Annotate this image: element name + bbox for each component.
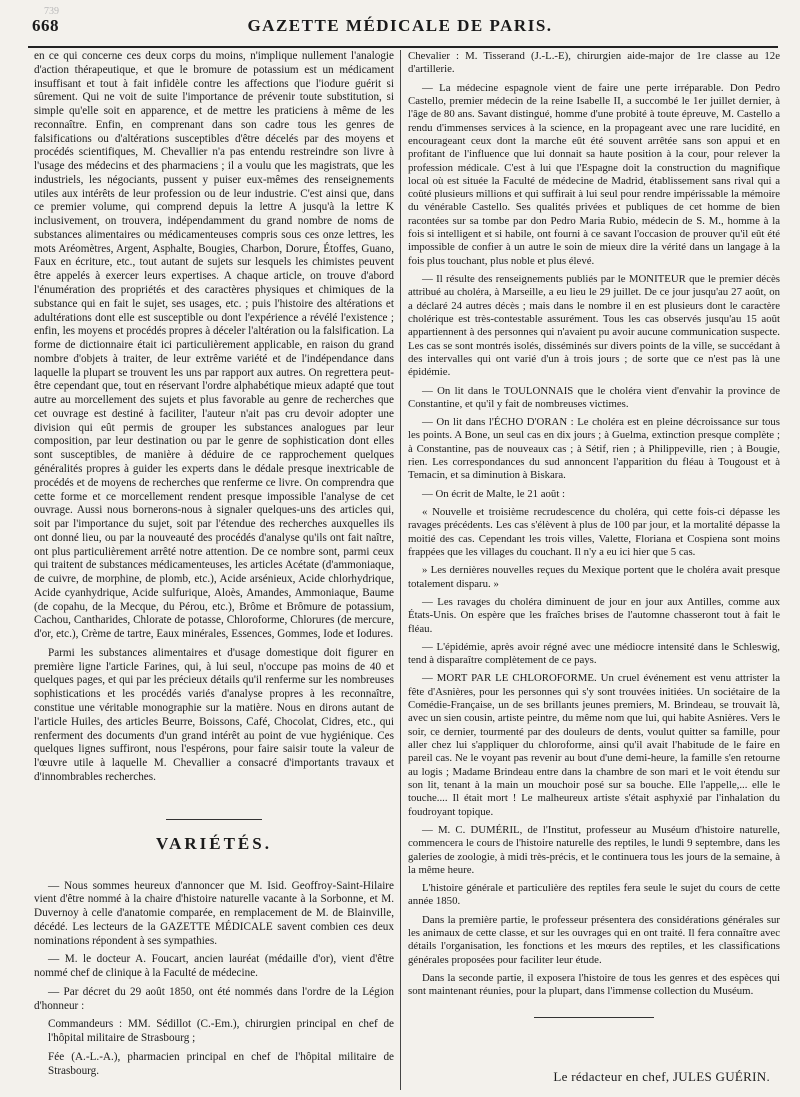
news-item: « Nouvelle et troisième recrudescence du choléra, qui cette fois-ci dépasse les ravages précédents. Les cas s'élèvent à plus de 100 par jour, et la mortalité dépasse la moitié des cas. Cependant les trois villes, Valette, Floriana et Cospiena sont moins frappées que les villages du couchant. Il n'y a eu ici hier que 5 cas.	[408, 506, 780, 558]
news-item: — Il résulte des renseignements publiés par le MONITEUR que le premier décès attribué au choléra, à Marseille, a eu lieu le 29 juillet. De ce jour jusqu'au 27 août, on a déclaré 24 autres décès ; mais dans le nombre il en est plusieurs dont le caractère cholérique est très-contestable assurément. Tous les cas observés jusqu'au 15 août appartiennent à des personnes qui n'avaient pu avoir aucune communication suspecte. Les cas se sont montrés isolés, disséminés sur divers points de la ville, se succédant à des intervalles qui ont varié d'un à trois jours ; de sorte que ce n'est pas là une épidémie.	[408, 273, 780, 379]
section-title-varietes: VARIÉTÉS.	[156, 833, 272, 853]
section-rule	[166, 819, 262, 820]
library-stamp: 739	[44, 6, 59, 17]
header-rule	[28, 46, 778, 48]
news-item: L'histoire générale et particulière des reptiles fera seule le sujet du cours de cette année 1850.	[408, 882, 780, 908]
page-header	[0, 12, 800, 42]
news-item: — On lit dans le TOULONNAIS que le choléra vient d'envahir la province de Constantine, et qu'il y fait de nombreuses victimes.	[408, 384, 780, 410]
news-item: Commandeurs : MM. Sédillot (C.-Em.), chirurgien principal en chef de l'hôpital militaire de Strasbourg ;	[48, 1018, 394, 1045]
left-column	[34, 50, 394, 1084]
news-item: — Nous sommes heureux d'annoncer que M. Isid. Geoffroy-Saint-Hilaire vient d'être nommé à la chaire d'histoire naturelle vacante à la Sorbonne, et M. Duvernoy à celle d'anatomie comparée, en remplacement de M. de Blainville, décédé. Les lecteurs de la GAZETTE MÉDICALE savent combien ces deux nominations répondent à ses sympathies.	[34, 879, 394, 947]
news-item: Dans la première partie, le professeur présentera des considérations générales sur les animaux de cette classe, et sur les ouvrages qui en ont traité. Il fera connaître avec détails l'organisation, les fonctions et les mœurs des reptiles, et les classifications générales proposées pour faciliter leur étude.	[408, 913, 780, 966]
page-number: 668	[32, 16, 59, 35]
news-item: » Les dernières nouvelles reçues du Mexique portent que le choléra avait presque totalement disparu. »	[408, 564, 780, 590]
news-item: — MORT PAR LE CHLOROFORME. Un cruel événement est venu attrister la fête d'Asnières, pour les personnes qui s'y sont trouvées initiées. Un sociétaire de la Comédie-Française, un de ses brillants jeunes premiers, M. Brindeau, se trouvait là, avec un sien cousin, artiste peintre, du même nom que lui, qui habite Asnières. Vers le soir, ce dernier, tourmenté par des douleurs de dents, voulut quitter sa famille, pour aller chez lui s'appliquer du chloroforme, ainsi qu'il avait l'habitude de le faire en pareil cas. Ne le voyant pas revenir au bout d'une demi-heure, la famille s'en retourne au logis ; Madame Brindeau entre dans la chambre de son mari et le voit étendu sur son lit, tenant à la main un mouchoir posé sur sa bouche. Elle l'appelle,... elle le touche.... Il était mort ! Le malheureux artiste s'était asphyxié par l'inhalation du foudroyant topique.	[408, 672, 780, 818]
news-item: — M. le docteur A. Foucart, ancien lauréat (médaille d'or), vient d'être nommé chef de clinique à la Faculté de médecine.	[34, 953, 394, 980]
right-column	[408, 50, 780, 1083]
news-item: — La médecine espagnole vient de faire une perte irréparable. Don Pedro Castello, premier médecin de la reine Isabelle II, a succombé le 1er juillet dernier, à l'âge de 80 ans. Savant distingué, homme d'une probité à toute épreuve, M. Castello a rendu d'immenses services à la science, en la propageant avec une rare lucidité, en encourageant ceux dont la marche eût été souvent arrêtée sans son appui et en profitant de l'influence que lui donnait sa haute position à la cour, pour relever la profession médicale. C'est à lui que l'Espagne doit la construction du magnifique local où est située la Faculté de médecine de Madrid, établissement sans rival qui a coûté plusieurs millions et qui suffirait à lui seul pour rendre impérissable la mémoire du vénérable Castello. Ses qualités privées et publiques de cet homme de bien racontées sur sa tombe par don Pedro Maria Rubio, médecin de S. M., homme à la fois si intelligent et si habile, ont fourni à ce savant l'occasion de prouver qu'il eût été impossible de confier à un autre le soin de mieux dire la vérité dans un langage à la fois plus touchant, plus noble et plus élevé.	[408, 81, 780, 267]
editor-signature: Le rédacteur en chef, JULES GUÉRIN.	[553, 1068, 770, 1084]
article-paragraph: en ce qui concerne ces deux corps du moins, n'implique nullement l'analogie d'action thérapeutique, et que le bromure de potassium est un médicament insuffisant et tout à fait infidèle contre les affections que l'iodure guérit si sûrement. Qui ne voit de suite l'importance de prévenir toute substitution, si simple qu'elle soit en apparence, et de mettre les praticiens à même de les reconnaître. Enfin, en comprenant dans son cadre tous les genres de falsifications ou d'altérations susceptibles d'être décelés par des moyens et procédés scientifiques, M. Chevallier n'a pas entendu restreindre son livre à l'usage des médecins et des pharmaciens ; il a voulu que les magistrats, que les industriels, les négociants, pussent y puiser eux-mêmes des renseignements utiles aux intérêts de leur profession ou de leur industrie. C'est ainsi que, dans ce premier volume, qui comprend depuis la lettre A jusqu'à la lettre K inclusivement, on trouvera, indépendamment du grand nombre de noms de substances alimentaires ou médicamenteuses compris sous ces onze lettres, les mots Aréomètres, Argent, Asphalte, Bougies, Charbon, Dorure, Étoffes, Guano, Faux en écriture, etc., tout autant de sujets sur lesquels les chimistes peuvent être appelés à exercer leurs expertises. A chaque article, on trouve d'abord l'énumération des propriétés et des caractères physiques et chimiques de la substance qui en fait le sujet, ses usages, etc. ; puis l'histoire des altérations et adultérations dont elle est susceptible ou dont l'expérience a révélé l'existence ; enfin, les moyens et procédés propres à déceler l'altération ou la falsification. La forme de dictionnaire était ici particulièrement applicable, en raison du grand nombre d'objets à traiter, de leur extrême variété et de l'indépendance dans laquelle la plupart se trouvent les uns par rapport aux autres. On regrettera peut-être cependant que, tout en réservant l'ordre alphabétique mieux adapté que tout autre au morcellement des sujets et plus favorable au genre de recherches que cet ouvrage est destiné à faciliter, l'auteur n'ait pas cru devoir adopter une division qui eût permis de grouper les substances analogues par leur composition, par leur destination ou par le genre de sophistication dont elles sont susceptibles, de manière à déduire de ce rapprochement quelques généralités propres à guider les experts dans le dédale presque inextricable de procédés et de moyens de recherches que renferme ce livre. On comprendra que cette forme et ce morcellement rendent presque impossible l'analyse de cet ouvrage. Aussi nous bornerons-nous à signaler quelques-uns des articles qui, soit par l'importance du sujet, soit par l'étendue des recherches auxquelles ils ont donné lieu, ou par la nouveauté des procédés d'analyse qu'ils ont fait naître, ont plus particulièrement arrêté notre attention. De ce nombre sont, parmi ceux qui traitent de substances médicamenteuses, les articles Acétate (d'ammoniaque, de cuivre, de morphine, de plomb, etc.), Acide arsénieux, Acide chlorhydrique, Acide cyanhydrique, Acide sulfurique, Aloès, Amandes, Ammoniaque, Baume (de copahu, de la Mecque, du Pérou, etc.), Brôme et Brômure de potassium, Cachou, Cantharides, Chlorate de potasse, Chloroforme, Chlorures (de mercure, d'or, etc.), Crème de tartre, Eaux minérales, Essences, Gommes, Iode et Iodures.	[34, 50, 394, 641]
news-item: Fée (A.-L.-A.), pharmacien principal en chef de l'hôpital militaire de Strasbourg.	[48, 1051, 394, 1077]
running-head: GAZETTE MÉDICALE DE PARIS.	[247, 16, 553, 35]
news-item: — L'épidémie, après avoir régné avec une médiocre intensité dans le Schleswig, tend à disparaître complètement de ce pays.	[408, 640, 780, 667]
news-item: — M. C. DUMÉRIL, de l'Institut, professeur au Muséum d'histoire naturelle, commencera le cours de l'histoire naturelle des reptiles, le lundi 9 septembre, dans les galeries de zoologie, à midi très-précis, et le continuera tous les jours de la semaine, à la même heure.	[408, 823, 780, 876]
news-item: — Par décret du 29 août 1850, ont été nommés dans l'ordre de la Légion d'honneur :	[34, 985, 394, 1012]
column-divider	[400, 50, 401, 1090]
news-item: Dans la seconde partie, il exposera l'histoire de tous les genres et des espèces qui sont maintenant réunies, pour la plupart, dans l'immense collection du Muséum.	[408, 972, 780, 998]
news-item: Chevalier : M. Tisserand (J.-L.-E), chirurgien aide-major de 1re classe au 12e d'artillerie.	[408, 50, 780, 76]
closing-rule	[534, 1017, 654, 1018]
news-item: — Les ravages du choléra diminuent de jour en jour aux Antilles, comme aux États-Unis. On espère que les fraîches brises de l'automne chasseront tout à fait le fléau.	[408, 595, 780, 635]
news-item: — On écrit de Malte, le 21 août :	[422, 487, 566, 500]
article-paragraph: Parmi les substances alimentaires et d'usage domestique doit figurer en première ligne l'article Farines, qui, à lui seul, n'occupe pas moins de 40 et quelques pages, et qui par les précieux détails qu'il renferme sur les nombreuses sophistications et les procédés variés d'analyse propres à les reconnaître, constitue une véritable monographie sur la matière. Nous en dirons autant de l'article Huiles, des articles Beurre, Boissons, Café, Chocolat, Cidres, etc., qui renferment des documents d'un grand intérêt au point de vue hygiénique. Ces quelques lignes suffiront, nous l'espérons, pour faire saisir toute la valeur de l'œuvre utile à laquelle M. Chevallier a consacré d'importants travaux et d'innombrables recherches.	[34, 646, 394, 783]
news-item: — On lit dans l'ÉCHO D'ORAN : Le choléra est en pleine décroissance sur tous les points. A Bone, un seul cas en dix jours ; à Guelma, extinction presque complète ; à Constantine, pas de nouveaux cas ; à Sétif, rien ; à Philippeville, rien ; à Bougie, rien. Les correspondances du sud annoncent l'apparition du fléau à Tougoust et à Temacin, et sa diminution à Biskara.	[408, 416, 780, 482]
